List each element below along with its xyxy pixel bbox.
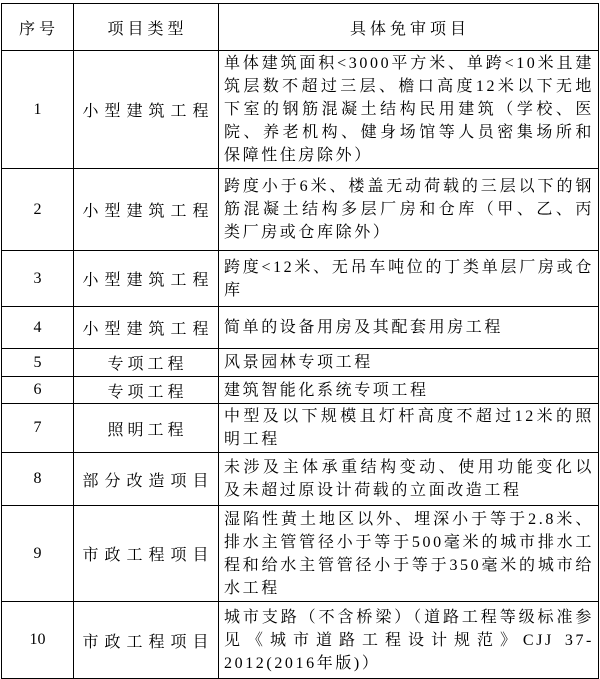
project-type: 小型建筑工程 [74, 251, 219, 307]
project-type: 专项工程 [74, 349, 219, 377]
row-number: 5 [2, 349, 74, 377]
table-row [2, 602, 599, 679]
exempt-detail: 城市支路（不含桥梁）（道路工程等级标准参见《城市道路工程设计规范》CJJ 37-2012(2016年版)） [219, 602, 599, 679]
row-number: 7 [2, 404, 74, 453]
exempt-detail: 跨度小于6米、楼盖无动荷载的三层以下的钢筋混凝土结构多层厂房和仓库（甲、乙、丙类厂房或仓库除外） [219, 169, 599, 251]
exempt-detail: 中型及以下规模且灯杆高度不超过12米的照明工程 [219, 404, 599, 453]
exempt-detail: 跨度<12米、无吊车吨位的丁类单层厂房或仓库 [219, 251, 599, 307]
header-no: 序号 [2, 4, 74, 51]
row-number: 4 [2, 307, 74, 349]
table-row [2, 506, 599, 602]
table-row [2, 251, 599, 307]
row-number: 6 [2, 377, 74, 404]
table-row [2, 307, 599, 349]
exempt-detail: 简单的设备用房及其配套用房工程 [219, 307, 599, 349]
project-type: 市政工程项目 [74, 506, 219, 602]
header-type: 项目类型 [74, 4, 219, 51]
exempt-detail: 未涉及主体承重结构变动、使用功能变化以及未超过原设计荷载的立面改造工程 [219, 453, 599, 506]
table-row [2, 349, 599, 377]
row-number: 2 [2, 169, 74, 251]
table-row [2, 453, 599, 506]
exempt-detail: 单体建筑面积<3000平方米、单跨<10米且建筑层数不超过三层、檐口高度12米以下无地下室的钢筋混凝土结构民用建筑（学校、医院、养老机构、健身场馆等人员密集场所和保障性住房除外） [219, 51, 599, 169]
table-row [2, 377, 599, 404]
project-type: 小型建筑工程 [74, 51, 219, 169]
project-type: 市政工程项目 [74, 602, 219, 679]
project-type: 专项工程 [74, 377, 219, 404]
row-number: 9 [2, 506, 74, 602]
project-type: 照明工程 [74, 404, 219, 453]
exemption-table [1, 3, 599, 679]
project-type: 小型建筑工程 [74, 169, 219, 251]
row-number: 8 [2, 453, 74, 506]
row-number: 3 [2, 251, 74, 307]
exempt-detail: 建筑智能化系统专项工程 [219, 377, 599, 404]
table-row [2, 169, 599, 251]
header-row [2, 4, 599, 51]
exempt-detail: 风景园林专项工程 [219, 349, 599, 377]
table-row [2, 51, 599, 169]
header-detail: 具体免审项目 [219, 4, 599, 51]
project-type: 部分改造项目 [74, 453, 219, 506]
row-number: 10 [2, 602, 74, 679]
row-number: 1 [2, 51, 74, 169]
exempt-detail: 湿陷性黄土地区以外、埋深小于等于2.8米、排水主管管径小于等于500毫米的城市排水工程和给水主管管径小于等于350毫米的城市给水工程 [219, 506, 599, 602]
table-row [2, 404, 599, 453]
project-type: 小型建筑工程 [74, 307, 219, 349]
